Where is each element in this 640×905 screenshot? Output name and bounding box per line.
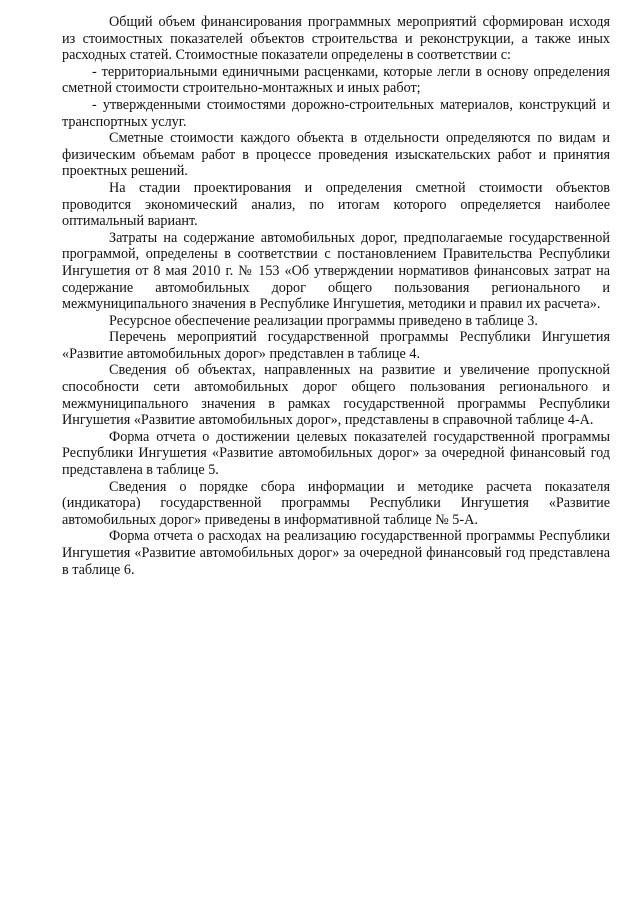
paragraph-financing-total: Общий объем финансирования программных мероприятий сформирован исходя из стоимостных показателей объектов строительства и реконструкции, а также иных расходных статей. Стоимостные показатели определены в соответствии с: — [62, 14, 610, 64]
paragraph-resource-table-3: Ресурсное обеспечение реализации программы приведено в таблице 3. — [109, 312, 538, 329]
paragraph-design-stage: На стадии проектирования и определения сметной стоимости объектов проводится экономический анализ, по итогам которого определяется наиболее оптимальный вариант. — [62, 179, 610, 230]
list-item-territorial-rates: - территориальными единичными расценками, которые легли в основу определения сметной стоимости строительно-монтажных и иных работ; — [62, 63, 610, 97]
paragraph-indicator-table-5a: Сведения о порядке сбора информации и методике расчета показателя (индикатора) государственной программы Республики Ингушетия «Развитие автомобильных дорог» приведены в информативной таблице № 5-А. — [62, 478, 610, 528]
paragraph-measures-table-4: Перечень мероприятий государственной программы Республики Ингушетия «Развитие автомобильных дорог» представлен в таблице 4. — [62, 329, 610, 362]
paragraph-estimated-costs: Сметные стоимости каждого объекта в отдельности определяются по видам и физическим объемам работ в процессе проведения изыскательских работ и принятия проектных решений. — [62, 130, 610, 180]
paragraph-maintenance-costs: Затраты на содержание автомобильных дорог, предполагаемые государственной программой, определены в соответствии с постановлением Правительства Республики Ингушетия от 8 мая 2010 г. № 153 «Об утверждении нормативов финансовых затрат на содержание автомобильных дорог общего пользования регионального и межмуниципального значения в Республике Ингушетия, методики и правил их расчета». — [62, 229, 610, 313]
list-item-approved-costs: - утвержденными стоимостями дорожно-строительных материалов, конструкций и транспортных услуг. — [62, 96, 610, 130]
paragraph-expenses-table-6: Форма отчета о расходах на реализацию государственной программы Республики Ингушетия «Развитие автомобильных дорог» за очередной финансовый год представлена в таблице 6. — [62, 528, 610, 578]
paragraph-report-form-table-5: Форма отчета о достижении целевых показателей государственной программы Республики Ингушетия «Развитие автомобильных дорог» за очередной финансовый год представлена в таблице 5. — [62, 428, 610, 479]
document-body — [62, 14, 610, 578]
paragraph-objects-table-4a: Сведения об объектах, направленных на развитие и увеличение пропускной способности сети автомобильных дорог общего пользования регионального и межмуниципального значения в рамках государственной программы Республики Ингушетия «Развитие автомобильных дорог», представлены в справочной таблице 4-А. — [62, 362, 610, 429]
